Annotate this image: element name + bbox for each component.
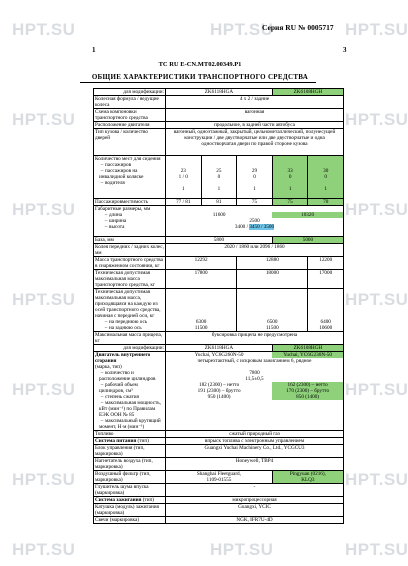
seats-col: 23 1 / 0 1 [166, 156, 202, 199]
spec-table [93, 88, 344, 524]
row-value: вагонный, одноэтажный, закрытый, цельнометаллический, полунесущей конструкции / две двустворчатые или две двустворчатые и одна одностворчатая двери по правой стороне кузова [166, 129, 344, 156]
table-row [94, 289, 344, 332]
row-value: вагонная [166, 109, 344, 122]
row-label: Нагнетатель воздуха (тип, маркировка) [94, 458, 166, 471]
table-row [94, 237, 344, 244]
table-row [94, 497, 344, 504]
table-row [94, 129, 344, 156]
table-row [94, 156, 344, 199]
engine-cell [94, 352, 166, 431]
filter-2: Pingyuan (0216), KLQ3 [272, 471, 343, 484]
row-label: Техническая допустимая максимальная масса транспортного средства, кг [94, 270, 166, 289]
seats-cell [94, 156, 166, 199]
row-value: впрыск топлива с электронным управлением [166, 438, 344, 445]
axle-values: 6500 11500 [237, 289, 308, 332]
row-label: Блок управления (тип, маркировка) [94, 445, 166, 458]
dim-sub-label: – высота [104, 224, 125, 230]
axle-sub-label: – на переднюю ось [104, 319, 148, 325]
axle-cell [94, 289, 166, 332]
table-row [94, 206, 344, 237]
table-row [94, 109, 344, 122]
row-label: для модификации: [94, 89, 166, 96]
dim-sub-label: – ширина [104, 218, 127, 224]
watermark-text: HPT.SU [210, 540, 274, 559]
watermark-text: HPT.SU [12, 110, 76, 129]
base-1: 5800 [166, 237, 273, 244]
seat-sub-label: – пассажиров на инвалидной коляске [99, 168, 144, 180]
table-row [94, 517, 344, 524]
row-label: Количество мест для сидения [95, 156, 161, 162]
table-row [94, 332, 344, 345]
height-value: 3400 / 3450 / 3500 [234, 224, 275, 230]
filter-1: Shanghai Fleetguard, 1109-01555 [166, 471, 273, 484]
tmass-value: 17000 [308, 270, 344, 289]
table-row [94, 244, 344, 257]
watermark-text: HPT.SU [345, 470, 408, 489]
capacity-value: 70 [308, 199, 344, 206]
engine-sub-label: – количество и расположение цилиндров [99, 370, 156, 382]
row-value: Honeywell, TBP4 [166, 458, 344, 471]
row-label: Схема компоновки транспортного средства [94, 109, 166, 122]
seat-sub-label: – водителя [100, 180, 125, 186]
seats-col: 25 0 1 [201, 156, 237, 199]
dims-values [166, 206, 344, 237]
ign-cell: Система зажигания (тип) [94, 497, 166, 504]
engine-sub-label: – степень сжатия [100, 394, 139, 400]
page-title: ОБЩИЕ ХАРАКТЕРИСТИКИ ТРАНСПОРТНОГО СРЕДСТВА [91, 73, 309, 81]
row-value: 4 х 2 / задние [166, 96, 344, 109]
row-sublabel: (марка, тип) [95, 364, 122, 370]
certificate-number: TC RU E-CN.MT02.00349.P1 [158, 61, 242, 68]
row-label: Глушитель шума впуска (маркировка) [94, 484, 166, 497]
power-2: 162 (2300) – нетто 170 (2300) – брутто [272, 382, 343, 394]
row-label: Колесная формула / ведущие колеса [94, 96, 166, 109]
table-row [94, 438, 344, 445]
seat-sub-label: – пассажиров [100, 162, 132, 168]
watermark-text: HPT.SU [345, 20, 408, 39]
comp-value: 11,5±0,5 [245, 376, 264, 382]
table-row [94, 445, 344, 458]
row-label: Максимальная масса прицепа, кг [94, 332, 166, 345]
row-label: Техническая допустимая максимальная масса, приходящаяся на каждую из осей транспортного средства, начиная с передней оси, кг [95, 289, 161, 319]
row-value: 2020 / 1860 или 2096 / 1860 [166, 244, 344, 257]
mass-value: 12200 [308, 257, 344, 270]
watermark-text: HPT.SU [345, 540, 408, 559]
page-number-right: 3 [343, 46, 347, 54]
table-row [94, 345, 344, 352]
table-row [94, 122, 344, 129]
capacity-value: 81 [201, 199, 237, 206]
axle-values: 6400 10600 [308, 289, 344, 332]
row-value: Guangxi Yuchai Machinery Co., Ltd., YCGCU3 [166, 445, 344, 458]
table-row [94, 504, 344, 517]
engine-2: Yuchai, YC6G230N-50 [272, 352, 343, 358]
row-value: Guangxi, YCIC [166, 504, 344, 517]
modification-2: ZK6108HGH [272, 89, 343, 96]
row-label: Воздушный фильтр (тип, маркировка) [94, 471, 166, 484]
watermark-text: HPT.SU [12, 200, 76, 219]
page-number-left: 1 [92, 46, 96, 54]
engine-1: Yuchai, YC6G260N-50 [194, 352, 244, 358]
seats-col: 29 0 1 [237, 156, 273, 199]
row-value: буксировка прицепа не предусмотрена [166, 332, 344, 345]
row-label: Катушка (модуль) зажигания (маркировка) [94, 504, 166, 517]
tmass-value: 17800 [166, 270, 237, 289]
row-label: Масса транспортного средства в снаряженном состоянии, кг [94, 257, 166, 270]
engine-sub-label: – максимальный крутящий момент, Н·м (мин⁻¹) [99, 418, 161, 430]
row-label: для модификации: [94, 345, 166, 352]
base-2: 5000 [272, 237, 343, 244]
row-label: База, мм [94, 237, 166, 244]
table-row [94, 458, 344, 471]
watermark-text: HPT.SU [345, 200, 408, 219]
axle-values: 6300 11500 [166, 289, 237, 332]
row-label: Топливо [94, 431, 166, 438]
length-2: 10320 [272, 212, 343, 218]
supply-cell: Система питания (тип) [94, 438, 166, 445]
table-row [94, 89, 344, 96]
length-1: 11600 [212, 212, 226, 218]
table-row [94, 199, 344, 206]
capacity-value: 77 / 81 [166, 199, 202, 206]
modification-1: ZK6118HGA [166, 89, 273, 96]
table-row [94, 352, 344, 431]
watermark-text: HPT.SU [12, 20, 76, 39]
tmass-value: 18000 [237, 270, 308, 289]
engine-sub-label: – максимальная мощность, кВт (мин⁻¹) по Правилам ЕЭК ООН № 85 [99, 400, 161, 418]
torque-1: 950 (1400) [207, 394, 231, 400]
axle-sub-label: – на заднюю ось [104, 325, 142, 331]
row-label: Пассажировместимость [94, 199, 166, 206]
capacity-value: 75 [237, 199, 273, 206]
serial-number: Серия RU № 0005717 [262, 23, 334, 32]
table-row [94, 96, 344, 109]
row-value: сжатый природный газ [166, 431, 344, 438]
row-value: микропроцессорная [166, 497, 344, 504]
watermark-text: HPT.SU [12, 470, 76, 489]
row-label: Расположение двигателя [94, 122, 166, 129]
row-label: Тип кузова / количество дверей [94, 129, 166, 156]
engine-sub-label: – рабочий объем цилиндров, см³ [99, 382, 138, 394]
table-row [94, 471, 344, 484]
row-value: - [166, 484, 344, 497]
table-row [94, 270, 344, 289]
width-value: 2500 [249, 218, 260, 224]
title-underline [80, 82, 316, 83]
watermark-text: HPT.SU [210, 20, 274, 39]
dims-cell [94, 206, 166, 237]
capacity-value: 75 [272, 199, 308, 206]
row-label: Свечи (маркировка) [94, 517, 166, 524]
seats-col: 33 0 1 [272, 156, 308, 199]
row-label: Габаритные размеры, мм [95, 206, 151, 212]
table-row [94, 257, 344, 270]
watermark-text: HPT.SU [12, 540, 76, 559]
table-row [94, 484, 344, 497]
torque-2: 850 (1400) [272, 394, 343, 400]
row-value: NGK, IFR7U-4D [166, 517, 344, 524]
power-1: 182 (2300) – нетто 191 (2300) – брутто [197, 382, 241, 394]
vol-value: 7800 [249, 370, 260, 376]
row-value: продольное, в задней части автобуса [166, 122, 344, 129]
engine-values [166, 352, 344, 431]
watermark-text: HPT.SU [345, 380, 408, 399]
row-label: Двигатель внутреннего сгорания [95, 352, 151, 364]
modification-2: ZK6108HGH [272, 345, 343, 352]
seats-col: 30 0 1 [308, 156, 344, 199]
watermark-text: HPT.SU [345, 290, 408, 309]
watermark-text: HPT.SU [345, 110, 408, 129]
watermark-text: HPT.SU [12, 290, 76, 309]
table-row [94, 431, 344, 438]
modification-1: ZK6118HGA [166, 345, 273, 352]
row-label: Колея передних / задних колес, мм [95, 244, 164, 256]
cyl-value: четырехтактный, с искровым зажиганием 6, рядное [197, 358, 312, 364]
mass-value: 12292 [166, 257, 237, 270]
mass-value: 12880 [237, 257, 308, 270]
watermark-text: HPT.SU [12, 380, 76, 399]
dim-sub-label: – длина [104, 212, 123, 218]
